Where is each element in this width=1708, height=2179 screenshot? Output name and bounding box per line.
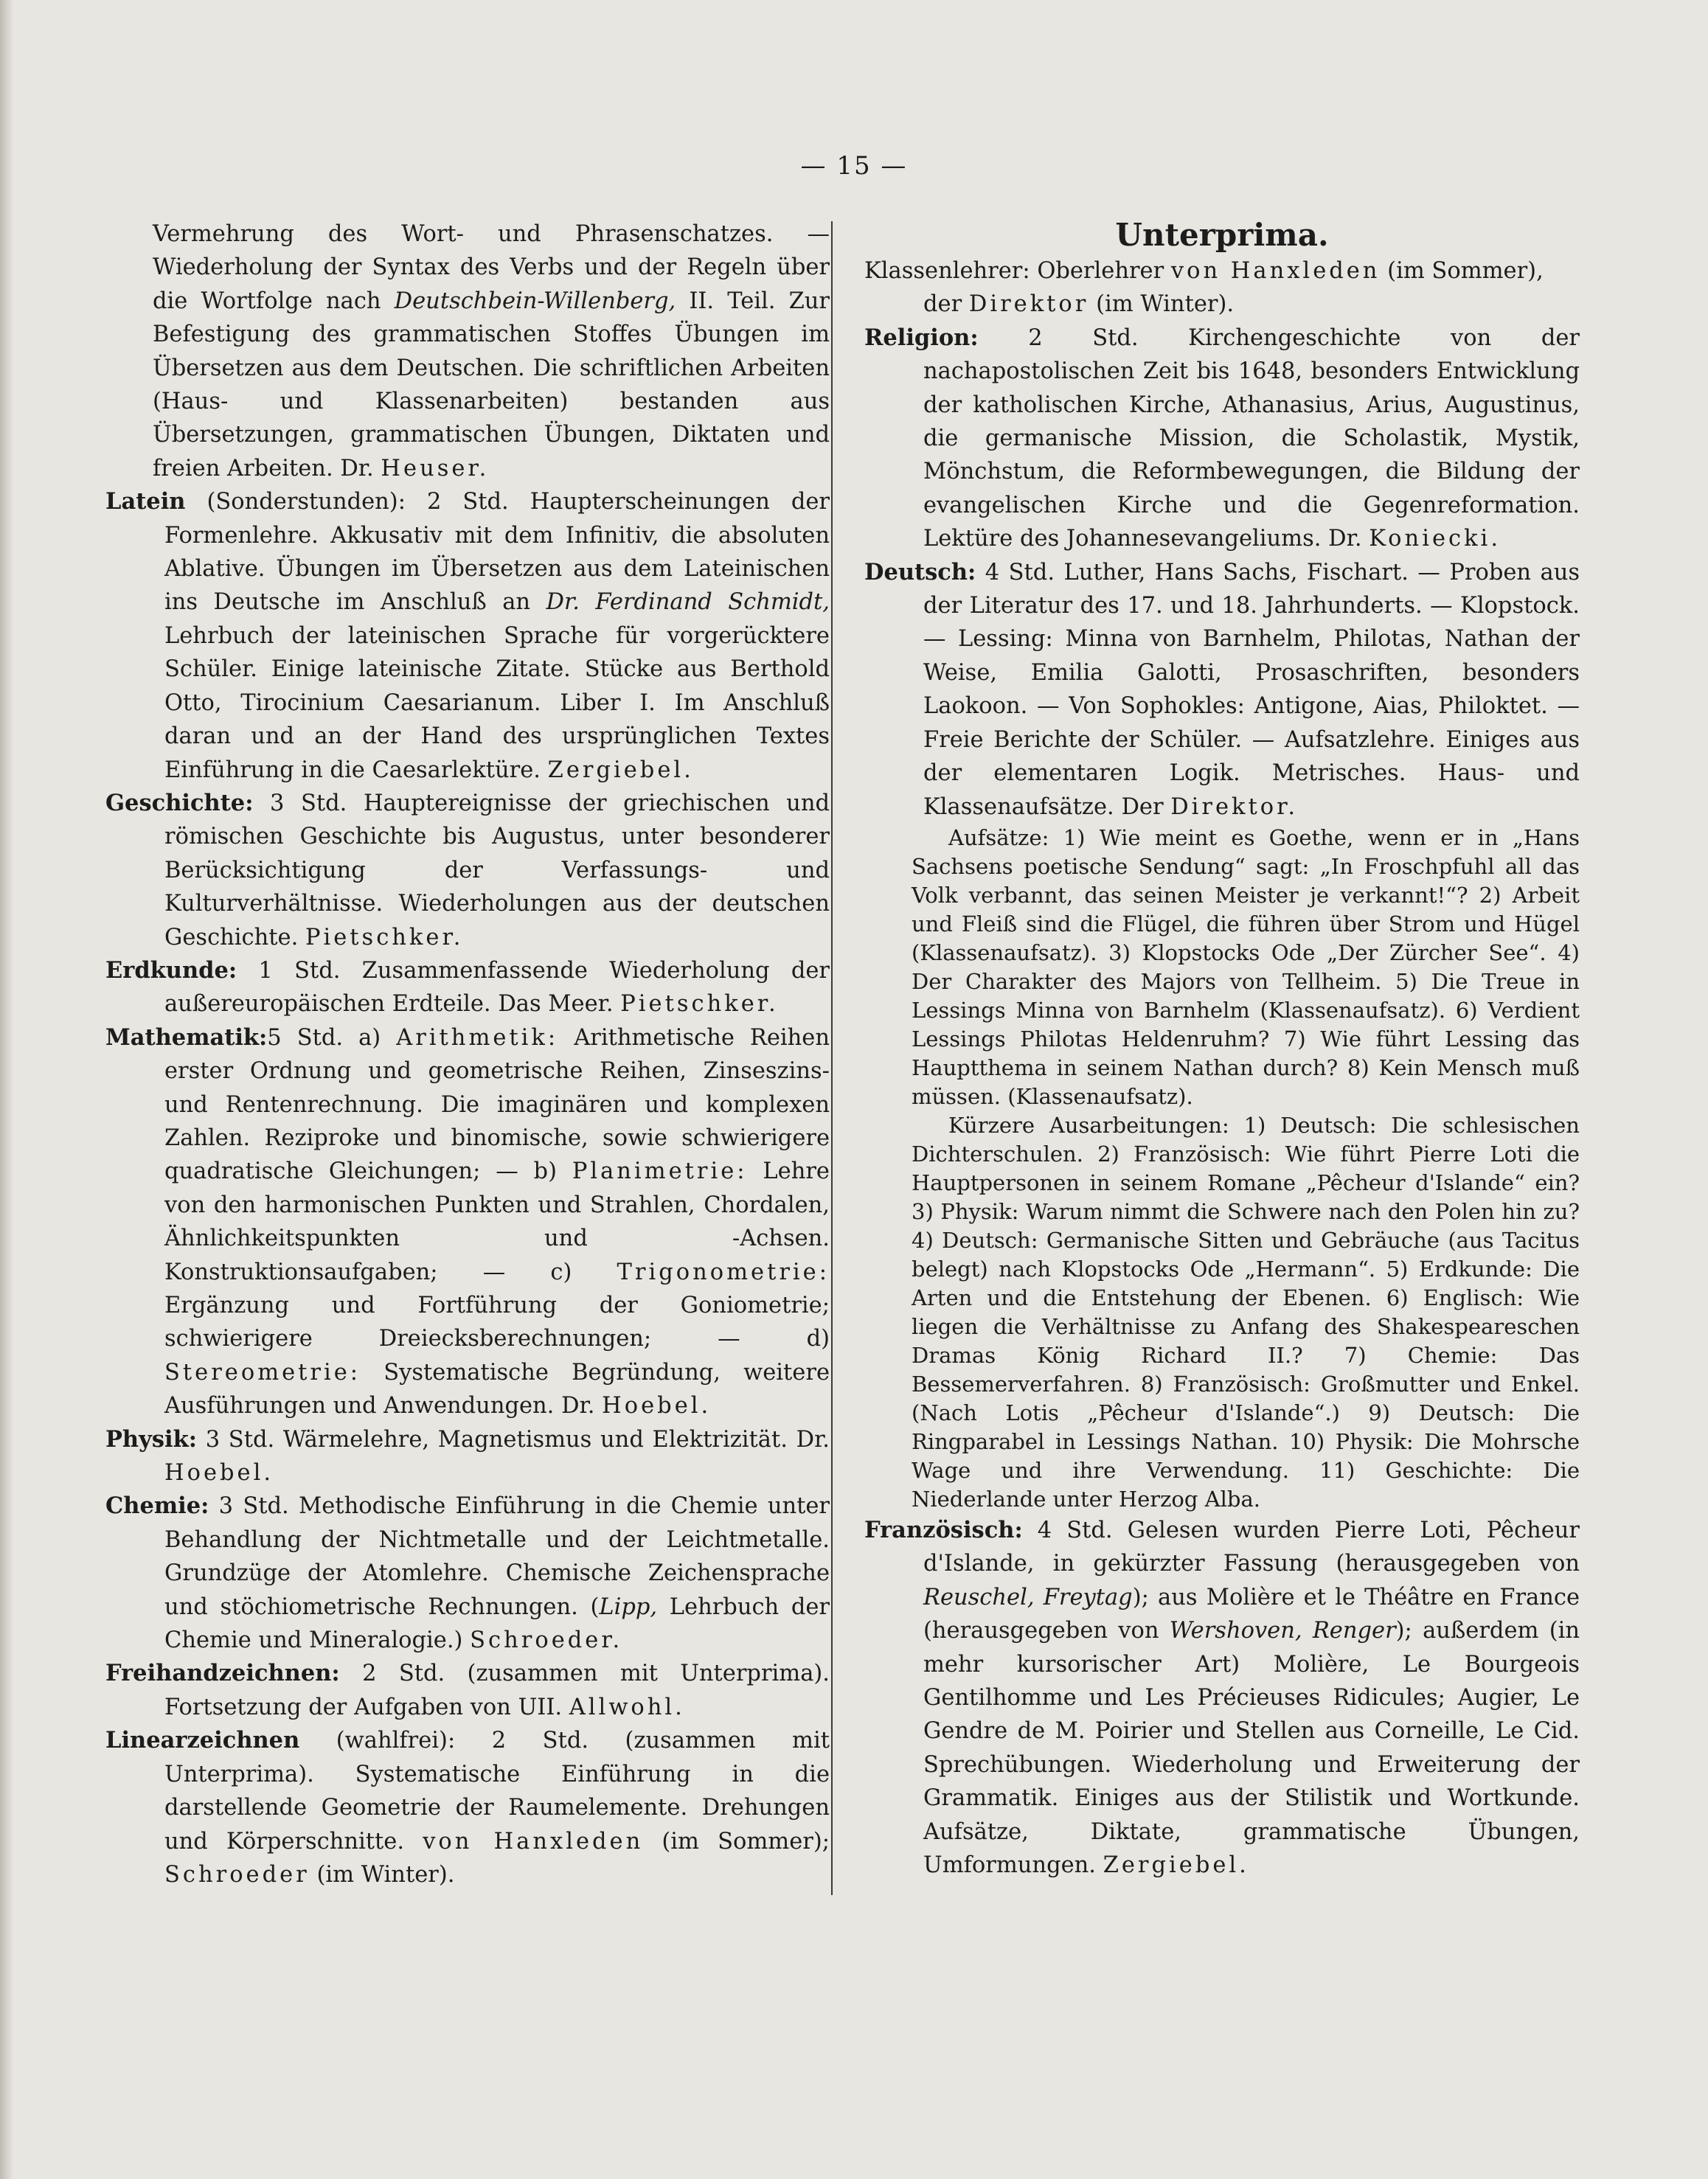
klassenlehrer-line [864, 254, 1580, 322]
teacher-name: Allwohl. [569, 1694, 685, 1720]
topic-planimetrie: Planimetrie: [572, 1158, 748, 1185]
teacher-name: Pietschker. [305, 924, 464, 951]
klassenlehrer-text: (im Winter). [1089, 291, 1235, 318]
mathematik-text: 5 Std. a) [267, 1024, 397, 1051]
chemie-text-rest: Lehrbuch der Chemie und Mineralogie.) [164, 1594, 830, 1654]
linear-text: (wahlfrei): 2 Std. (zusammen mit Unterprima). Systematische Einführung in die darstellende Geometrie der Raumelemente. Drehungen und Körperschnitte. [164, 1728, 830, 1855]
mathematik-text: Ergänzung und Fortführung der Goniometrie; schwierigere Dreiecksberechnungen; — d) [164, 1293, 830, 1352]
physik-text: 3 Std. Wärmelehre, Magnetismus und Elektrizität. Dr. [196, 1426, 830, 1453]
class-heading: Unterprima. [1115, 217, 1329, 253]
teacher-name: Pietschker. [620, 991, 779, 1018]
subject-label-erdkunde: Erdkunde: [105, 956, 237, 984]
subject-label-geschichte: Geschichte: [105, 789, 254, 816]
subject-label-religion: Religion: [864, 324, 979, 351]
deutsch-section [864, 556, 1580, 824]
subject-label-freihandzeichnen: Freihandzeichnen: [105, 1660, 340, 1687]
mathematik-section [105, 1021, 830, 1423]
teacher-name: Direktor. [1170, 793, 1299, 820]
latein-reference: Dr. Ferdinand Schmidt, [546, 589, 830, 616]
klassenlehrer-label: Klassenlehrer: [864, 258, 1030, 284]
continuation-text: Vermehrung des Wort- und Phrasenschatzes. — Wiederholung der Syntax des Verbs und der Regeln über die Wortfolge nach [153, 221, 830, 314]
religion-section [864, 322, 1580, 556]
ausarbeitungen-list: Kürzere Ausarbeitungen: 1) Deutsch: Die schlesischen Dichterschulen. 2) Französisch: Wie führt Pierre Loti die Hauptpersonen in seinem Romane „Pêcheur d'Islande“ ein? 3) Physik: Warum nimmt die Schwere nach den Polen hin zu? 4) Deutsch: Germanische Sitten und Gebräuche (aus Tacitus belegt) nach Klopstocks Ode „Hermann“. 5) Erdkunde: Die Arten und die Entstehung der Ebenen. 6) Englisch: Wie liegen die Verhältnisse zu Anfang des Shakespeareschen Dramas König Richard II.? 7) Chemie: Das Bessemerverfahren. 8) Französisch: Großmutter und Enkel. (Nach Lotis „Pêcheur d'Islande“.) 9) Deutsch: Die Ringparabel in Lessings Nathan. 10) Physik: Die Mohrsche Wage und ihre Verwendung. 11) Geschichte: Die Niederlande unter Herzog Alba. [912, 1112, 1580, 1512]
topic-stereometrie: Stereometrie: [164, 1359, 361, 1386]
linear-section [105, 1724, 830, 1891]
teacher-name: Heuser. [381, 455, 490, 482]
scan-edge [0, 0, 13, 2179]
chemie-reference: Lipp, [599, 1594, 658, 1620]
mathematik-text: Arithmetische Reihen erster Ordnung und geometrische Reihen, Zinseszins- und Rentenrechnung. Die imaginären und komplexen Zahlen. Reziproke und binomische, sowie schwierigere quadratische Gleichungen; — b) [164, 1024, 830, 1185]
topic-arithmetik: Arithmetik: [396, 1024, 559, 1051]
franz-text: 4 Std. Gelesen wurden Pierre Loti, Pêcheur d'Islande, in gekürzter Fassung (herausgegeben von [923, 1517, 1580, 1577]
linear-text: (im Winter). [309, 1861, 455, 1888]
freihand-text: 2 Std. (zusammen mit Unterprima). Fortsetzung der Aufgaben von UII. [164, 1661, 830, 1720]
chemie-text: 3 Std. Methodische Einführung in die Chemie unter Behandlung der Nichtmetalle und der Leichtmetalle. Grundzüge der Atomlehre. Chemische Zeichensprache und stöchiometrische Rechnungen. ( [164, 1493, 830, 1620]
teacher-name: Koniecki. [1369, 526, 1502, 552]
textbook-reference: Deutschbein-Willenberg, [394, 288, 676, 314]
subject-label-physik: Physik: [105, 1425, 197, 1453]
erdkunde-text: 1 Std. Zusammenfassende Wiederholung der außereuropäischen Erdteile. Das Meer. [164, 957, 830, 1018]
teacher-name: Zergiebel. [1103, 1852, 1249, 1878]
teacher-name: Zergiebel. [547, 757, 694, 783]
physik-section [105, 1423, 830, 1490]
subject-label-chemie: Chemie: [105, 1492, 209, 1520]
franz-reference: Reuschel, Freytag [923, 1584, 1133, 1610]
teacher-name: von Hanxleden [423, 1828, 644, 1855]
continuation-paragraph [105, 218, 830, 485]
page-number: — 15 — [800, 151, 908, 181]
teacher-name: Schroeder [164, 1861, 310, 1888]
klassenlehrer-text: (im Sommer), der [923, 258, 1544, 318]
subject-label-franzoesisch: Französisch: [864, 1516, 1023, 1543]
teacher-name: Hoebel. [164, 1460, 274, 1487]
franz-text-rest: ); außerdem (in mehr kursorischer Art) Molière, Le Bourgeois Gentilhomme und Les Précieuses Ridicules; Augier, Le Gendre de M. Poirier und Stellen aus Corneille, Le Cid. Sprechübungen. Wiederholung und Erweiterung der Grammatik. Einiges aus der Stilistik und Wortkunde. Aufsätze, Diktate, grammatische Übungen, Umformungen. [923, 1618, 1580, 1878]
aufsaetze-list: Aufsätze: 1) Wie meint es Goethe, wenn er in „Hans Sachsens poetische Sendung“ sagt: „In Froschpfuhl all das Volk verbannt, das seinen Meister je verkannt!“? 2) Arbeit und Fleiß sind die Flügel, die führen über Strom und Hügel (Klassenaufsatz). 3) Klopstocks Ode „Der Zürcher See“. 4) Der Charakter des Majors von Tellheim. 5) Die Treue in Lessings Minna von Barnhelm (Klassenaufsatz). 6) Verdient Lessings Philotas Heldenruhm? 7) Wie führt Lessing das Hauptthema in seinem Nathan durch? 8) Kein Mensch muß müssen. (Klassenaufsatz). [912, 824, 1580, 1109]
latein-section [105, 485, 830, 787]
franz-text: ); aus Molière et le Théâtre en France (herausgegeben von [923, 1584, 1580, 1644]
latein-text-rest: Lehrbuch der lateinischen Sprache für vorgerücktere Schüler. Einige lateinische Zitate. Stücke aus Berthold Otto, Tirocinium Caesarianum. Liber I. Im Anschluß daran und an der Hand des ursprünglichen Textes Einführung in die Caesarlektüre. [164, 622, 830, 783]
erdkunde-section [105, 954, 830, 1021]
freihand-section [105, 1657, 830, 1724]
geschichte-text: 3 Std. Hauptereignisse der griechischen und römischen Geschichte bis Augustus, unter besonderer Berücksichtigung der Verfassungs- und Kulturverhältnisse. Wiederholungen aus der deutschen Geschichte. [164, 790, 830, 951]
religion-text: 2 Std. Kirchengeschichte von der nachapostolischen Zeit bis 1648, besonders Entwicklung der katholischen Kirche, Athanasius, Arius, Augustinus, die germanische Mission, die Scholastik, Mystik, Mönchstum, die Reformbewegungen, die Bildung der evangelischen Kirche und die Gegenreformation. Lektüre des Johannesevangeliums. Dr. [923, 324, 1580, 552]
geschichte-section [105, 787, 830, 954]
latein-text: (Sonderstunden): 2 Std. Haupterscheinungen der Formenlehre. Akkusativ mit dem Infinitiv, die absoluten Ablative. Übungen im Übersetzen aus dem Lateinischen ins Deutsche im Anschluß an [164, 489, 830, 616]
subject-label-latein: Latein [105, 488, 186, 515]
teacher-name: Direktor [968, 291, 1089, 318]
klassenlehrer-text: Oberlehrer [1030, 258, 1171, 284]
teacher-name: Hoebel. [602, 1393, 712, 1419]
mathematik-text: Lehre von den harmonischen Punkten und Strahlen, Chordalen, Ähnlichkeitspunkten und -Achsen. Konstruktionsaufgaben; — c) [164, 1158, 830, 1285]
teacher-name: Schroeder. [470, 1627, 623, 1654]
linear-text: (im Sommer); [643, 1828, 830, 1855]
chemie-section [105, 1490, 830, 1657]
right-column [864, 218, 1580, 1882]
subject-label-linearzeichnen: Linearzeichnen [105, 1727, 300, 1754]
mathematik-text: Systematische Begründung, weitere Ausführungen und Anwendungen. Dr. [164, 1359, 830, 1419]
franz-reference: Wershoven, Renger [1169, 1618, 1396, 1644]
column-divider [831, 221, 833, 1895]
deutsch-text: 4 Std. Luther, Hans Sachs, Fischart. — Proben aus der Literatur des 17. und 18. Jahrhunderts. — Klopstock. — Lessing: Minna von Barnhelm, Philotas, Nathan der Weise, Emilia Galotti, Prosaschriften, besonders Laokoon. — Von Sophokles: Antigone, Aias, Philoktet. — Freie Berichte der Schüler. — Aufsatzlehre. Einiges aus der elementaren Logik. Metrisches. Haus- und Klassenaufsätze. Der [923, 559, 1580, 820]
left-column [105, 218, 830, 1891]
topic-trigonometrie: Trigonometrie: [617, 1259, 830, 1285]
continuation-text-rest: II. Teil. Zur Befestigung des grammatischen Stoffes Übungen im Übersetzen aus dem Deutschen. Die schriftlichen Arbeiten (Haus- und Klassenarbeiten) bestanden aus Übersetzungen, grammatischen Übungen, Diktaten und freien Arbeiten. Dr. [153, 288, 830, 482]
franzoesisch-section [864, 1514, 1580, 1882]
subject-label-mathematik: Mathematik: [105, 1024, 268, 1051]
subject-label-deutsch: Deutsch: [864, 558, 976, 585]
teacher-name: von Hanxleden [1170, 258, 1381, 284]
